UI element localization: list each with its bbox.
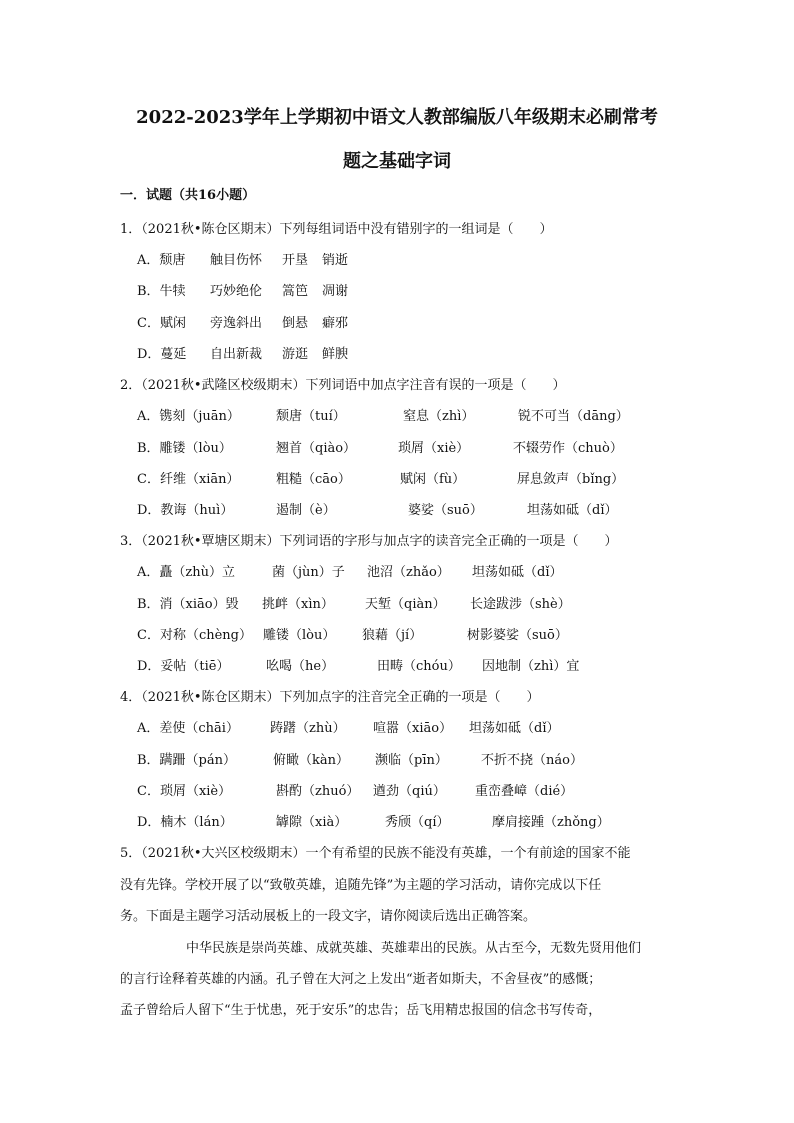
- question-4-stem: 4．（2021秋•陈仓区期末）下列加点字的注音完全正确的一项是（ ）: [120, 690, 540, 705]
- q1-option-d-1: D．蔓延: [137, 347, 187, 362]
- passage-line-2: 的言行诠释着英雄的内涵。孔子曾在大河之上发出“逝者如斯夫，不舍昼夜”的感慨；: [120, 972, 602, 987]
- q3-option-d-3: 田畴（chóu）: [377, 659, 461, 674]
- q3-option-d-1: D．妥帖（tiē）: [137, 659, 230, 674]
- q1-option-b-3: 篙笆: [282, 284, 309, 299]
- document-title-line2: 题之基础字词: [343, 151, 451, 172]
- q3-option-b-3: 天堑（qiàn）: [365, 597, 446, 612]
- q3-option-c-3: 狼藉（jí）: [362, 628, 423, 643]
- question-3-stem: 3．（2021秋•覃塘区期末）下列词语的字形与加点字的读音完全正确的一项是（ ）: [120, 534, 618, 549]
- q4-option-d-3: 秀颀（qí）: [385, 815, 450, 830]
- q4-option-d-4: 摩肩接踵（zhǒng）: [492, 815, 610, 830]
- q1-option-a-4: 销逝: [322, 253, 349, 268]
- q3-option-c-2: 雕镂（lòu）: [263, 628, 336, 643]
- q2-option-c-4: 屏息敛声（bǐng）: [517, 472, 625, 487]
- question-5-line-2: 没有先锋。学校开展了以“致敬英雄，追随先锋”为主题的学习活动，请你完成以下任: [120, 878, 602, 893]
- q2-option-c-2: 粗糙（cāo）: [276, 472, 351, 487]
- q2-option-a-4: 锐不可当（dāng）: [518, 409, 629, 424]
- question-5-line-1: 5．（2021秋•大兴区校级期末）一个有希望的民族不能没有英雄，一个有前途的国家不能: [120, 846, 631, 861]
- q3-option-b-1: B．消（xiāo）毁: [137, 597, 239, 612]
- q2-option-b-1: B．雕镂（lòu）: [137, 441, 232, 456]
- q1-option-a-1: A．颓唐: [137, 253, 186, 268]
- q3-option-b-2: 挑衅（xìn）: [262, 597, 334, 612]
- q1-option-a-3: 开垦: [282, 253, 309, 268]
- q4-option-b-2: 俯瞰（kàn）: [273, 753, 350, 768]
- q3-option-c-1: C．对称（chèng）: [137, 628, 252, 643]
- q1-option-a-2: 触目伤怀: [210, 253, 263, 268]
- question-5-line-3: 务。下面是主题学习活动展板上的一段文字，请你阅读后选出正确答案。: [120, 909, 537, 924]
- q1-option-c-3: 倒悬: [282, 316, 309, 331]
- q4-option-a-3: 喧嚣（xiāo）: [373, 721, 453, 736]
- q3-option-a-4: 坦荡如砥（dǐ）: [472, 565, 563, 580]
- q4-option-c-4: 重峦叠嶂（dié）: [475, 784, 574, 799]
- q1-option-b-1: B．牛犊: [137, 284, 186, 299]
- document-title-line1: 2022-2023学年上学期初中语文人教部编版八年级期末必刷常考: [136, 107, 658, 128]
- q4-option-c-2: 斟酌（zhuó）: [276, 784, 360, 799]
- q2-option-b-4: 不辍劳作（chuò）: [513, 441, 623, 456]
- q2-option-b-2: 翘首（qiào）: [276, 441, 357, 456]
- section-heading: 一．试题（共16小题）: [120, 188, 256, 203]
- q3-option-d-4: 因地制（zhì）宜: [482, 659, 580, 674]
- q4-option-a-1: A．差使（chāi）: [137, 721, 239, 736]
- q1-option-c-1: C．赋闲: [137, 316, 186, 331]
- q3-option-a-1: A．矗（zhù）立: [137, 565, 235, 580]
- q1-option-c-4: 癖邪: [322, 316, 349, 331]
- q4-option-d-2: 罅隙（xià）: [276, 815, 348, 830]
- q1-option-b-4: 凋谢: [322, 284, 349, 299]
- q4-option-b-1: B．蹒跚（pán）: [137, 753, 236, 768]
- q1-option-b-2: 巧妙绝伦: [210, 284, 263, 299]
- q3-option-a-2: 菌（jùn）子: [272, 565, 345, 580]
- q1-option-d-4: 鲜腴: [322, 347, 349, 362]
- q2-option-d-4: 坦荡如砥（dǐ）: [527, 503, 618, 518]
- q2-option-d-1: D．教诲（huì）: [137, 503, 234, 518]
- passage-line-3: 孟子曾给后人留下“生于忧患，死于安乐”的忠告；岳飞用精忠报国的信念书写传奇，: [120, 1003, 602, 1018]
- q3-option-a-3: 池沼（zhǎo）: [367, 565, 450, 580]
- q3-option-c-4: 树影婆娑（suō）: [467, 628, 568, 643]
- q2-option-a-1: A．镌刻（juān）: [137, 409, 240, 424]
- q1-option-d-3: 游逛: [282, 347, 309, 362]
- q1-option-c-2: 旁逸斜出: [210, 316, 263, 331]
- q2-option-b-3: 琐屑（xiè）: [398, 441, 470, 456]
- q1-option-d-2: 自出新裁: [210, 347, 263, 362]
- q2-option-a-2: 颓唐（tuí）: [276, 409, 346, 424]
- q3-option-d-2: 吆喝（he）: [266, 659, 335, 674]
- q4-option-b-4: 不折不挠（náo）: [481, 753, 583, 768]
- question-1-stem: 1．（2021秋•陈仓区期末）下列每组词语中没有错别字的一组词是（ ）: [120, 222, 553, 237]
- question-2-stem: 2．（2021秋•武隆区校级期末）下列词语中加点字注音有误的一项是（ ）: [120, 378, 566, 393]
- q4-option-a-2: 踌躇（zhù）: [270, 721, 346, 736]
- q3-option-b-4: 长途跋涉（shè）: [470, 597, 571, 612]
- q4-option-a-4: 坦荡如砥（dǐ）: [469, 721, 560, 736]
- q4-option-c-1: C．琐屑（xiè）: [137, 784, 232, 799]
- q4-option-b-3: 濒临（pīn）: [375, 753, 448, 768]
- q4-option-d-1: D．楠木（lán）: [137, 815, 233, 830]
- q4-option-c-3: 遒劲（qiú）: [373, 784, 446, 799]
- q2-option-d-3: 婆娑（suō）: [408, 503, 483, 518]
- q2-option-c-3: 赋闲（fù）: [400, 472, 466, 487]
- q2-option-a-3: 窒息（zhì）: [403, 409, 475, 424]
- passage-line-1: 中华民族是崇尚英雄、成就英雄、英雄辈出的民族。从古至今，无数先贤用他们: [186, 941, 642, 956]
- q2-option-c-1: C．纤维（xiān）: [137, 472, 240, 487]
- q2-option-d-2: 遏制（è）: [276, 503, 336, 518]
